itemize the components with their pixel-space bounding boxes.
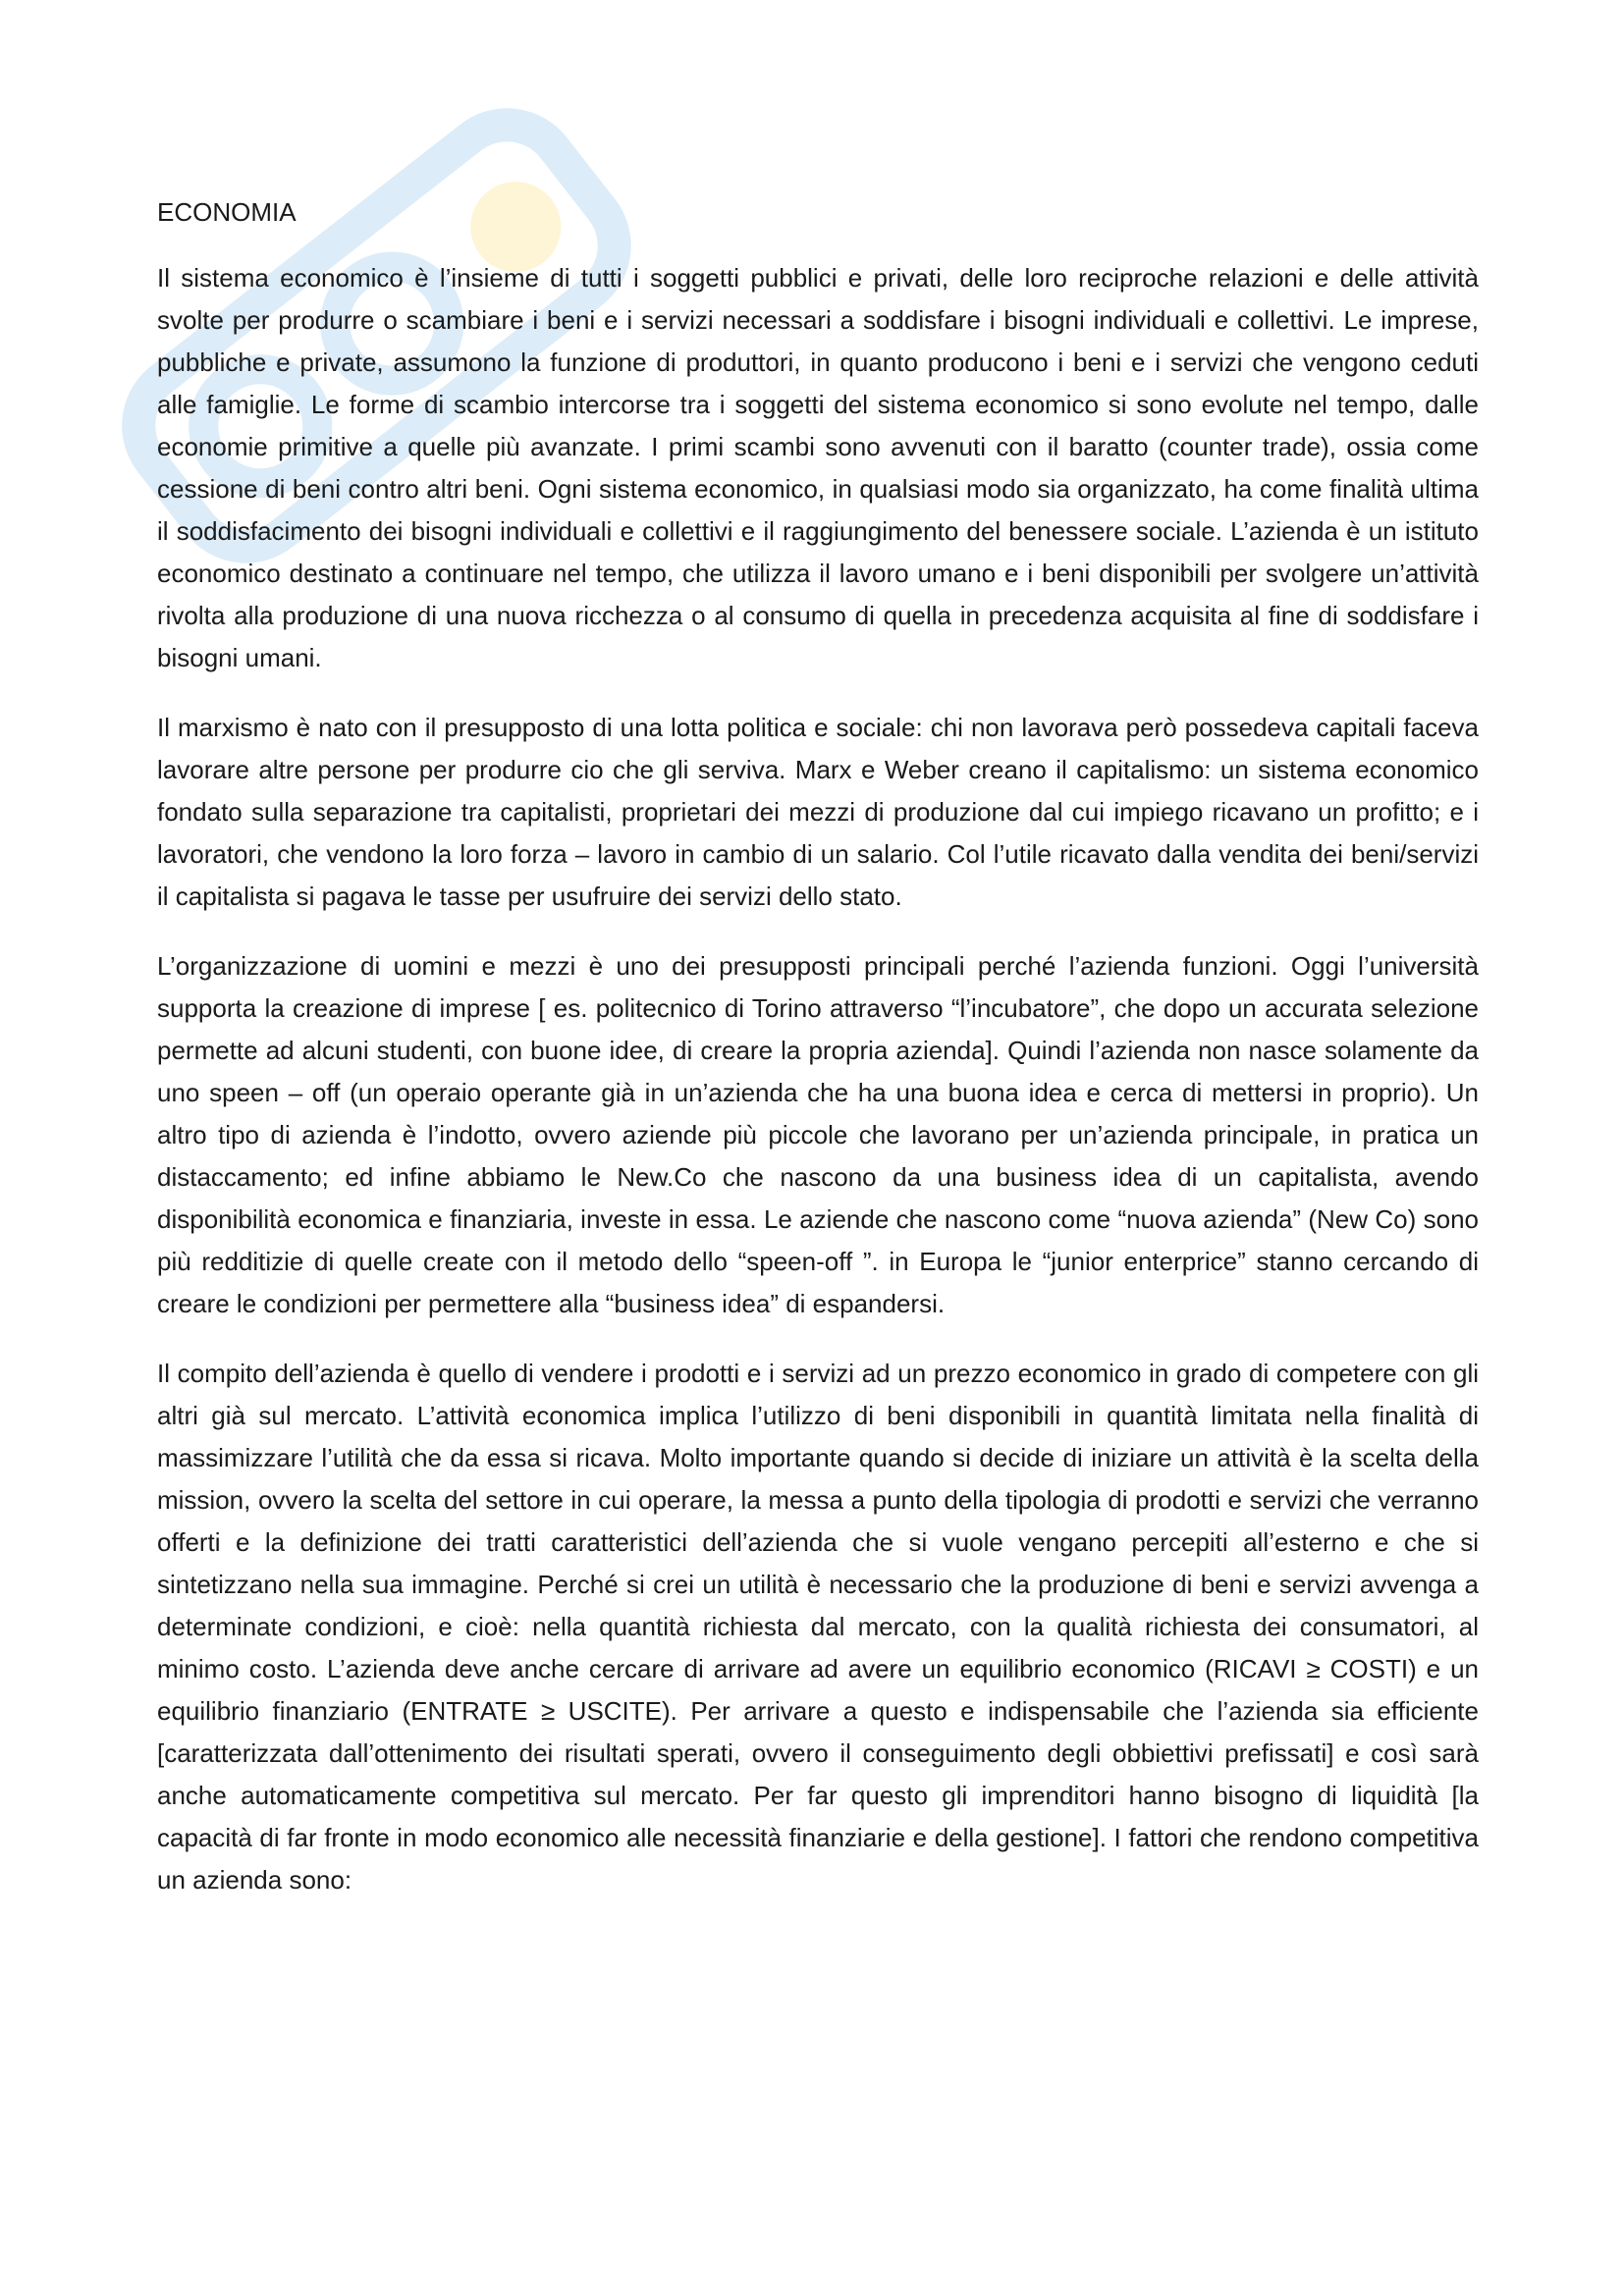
paragraph-compito-azienda: Il compito dell’azienda è quello di vendere i prodotti e i servizi ad un prezzo economico in grado di competere con gli altri già sul mercato. L’attività economica implica l’utilizzo di beni disponibili in quantità limitata nella finalità di massimizzare l’utilità che da essa si ricava. Molto importante quando si decide di iniziare un attività è la scelta della mission, ovvero la scelta del settore in cui operare, la messa a punto della tipologia di prodotti e servizi che verranno offerti e la definizione dei tratti caratteristici dell’azienda che si vuole vengano percepiti all’esterno e che si sintetizzano nella sua immagine. Perché si crei un utilità è necessario che la produzione di beni e servizi avvenga a determinate condizioni, e cioè: nella quantità richiesta dal mercato, con la qualità richiesta dei consumatori, al minimo costo. L’azienda deve anche cercare di arrivare ad avere un equilibrio economico (RICAVI ≥ COSTI) e un equilibrio finanziario (ENTRATE ≥ USCITE). Per arrivare a questo e indispensabile che l’azienda sia efficiente [caratterizzata dall’ottenimento dei risultati sperati, ovvero il conseguimento degli obbiettivi prefissati] e così sarà anche automaticamente competitiva sul mercato. Per far questo gli imprenditori hanno bisogno di liquidità [la capacità di far fronte in modo economico alle necessità finanziarie e della gestione]. I fattori che rendono competitiva un azienda sono: [157,1359,1479,1895]
document-body [157,192,1479,1929]
paragraph-sistema-economico: Il sistema economico è l’insieme di tutti i soggetti pubblici e privati, delle loro reciproche relazioni e delle attività svolte per produrre o scambiare i beni e i servizi necessari a soddisfare i bisogni individuali e collettivi. Le imprese, pubbliche e private, assumono la funzione di produttori, in quanto producono i beni e i servizi che vengono ceduti alle famiglie. Le forme di scambio intercorse tra i soggetti del sistema economico si sono evolute nel tempo, dalle economie primitive a quelle più avanzate. I primi scambi sono avvenuti con il baratto (counter trade), ossia come cessione di beni contro altri beni. Ogni sistema economico, in qualsiasi modo sia organizzato, ha come finalità ultima il soddisfacimento dei bisogni individuali e collettivi e il raggiungimento del benessere sociale. L’azienda è un istituto economico destinato a continuare nel tempo, che utilizza il lavoro umano e i beni disponibili per svolgere un’attività rivolta alla produzione di una nuova ricchezza o al consumo di quella in precedenza acquisita al fine di soddisfare i bisogni umani. [157,263,1479,672]
paragraph-organizzazione: L’organizzazione di uomini e mezzi è uno dei presupposti principali perché l’azienda funzioni. Oggi l’università supporta la creazione di imprese [ es. politecnico di Torino attraverso “l’incubatore”, che dopo un accurata selezione permette ad alcuni studenti, con buone idee, di creare la propria azienda]. Quindi l’azienda non nasce solamente da uno speen – off (un operaio operante già in un’azienda che ha una buona idea e cerca di mettersi in proprio). Un altro tipo di azienda è l’indotto, ovvero aziende più piccole che lavorano per un’azienda principale, in pratica un distaccamento; ed infine abbiamo le New.Co che nascono da una business idea di un capitalista, avendo disponibilità economica e finanziaria, investe in essa. Le aziende che nascono come “nuova azienda” (New Co) sono più redditizie di quelle create con il metodo dello “speen-off ”. in Europa le “junior enterprice” stanno cercando di creare le condizioni per permettere alla “business idea” di espandersi. [157,951,1479,1318]
paragraph-marxismo: Il marxismo è nato con il presupposto di una lotta politica e sociale: chi non lavorava però possedeva capitali faceva lavorare altre persone per produrre cio che gli serviva. Marx e Weber creano il capitalismo: un sistema economico fondato sulla separazione tra capitalisti, proprietari dei mezzi di produzione dal cui impiego ricavano un profitto; e i lavoratori, che vendono la loro forza – lavoro in cambio di un salario. Col l’utile ricavato dalla vendita dei beni/servizi il capitalista si pagava le tasse per usufruire dei servizi dello stato. [157,713,1479,911]
document-title: ECONOMIA [157,197,297,227]
